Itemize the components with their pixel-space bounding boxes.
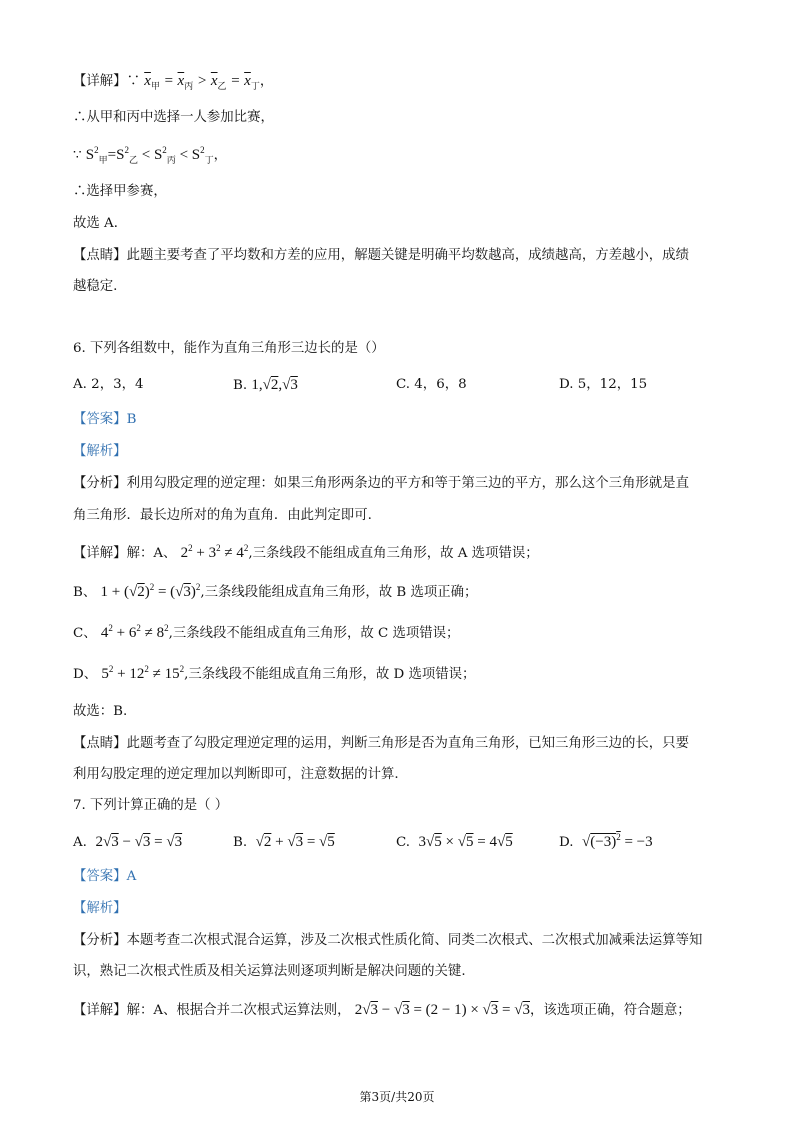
q7-option-d: D. $√(-3)^2 = -3$	[559, 832, 653, 850]
q6-detail-a: 【详解】解：A、 $2^2 + 3^2 \ne 4^2$,三条线段不能组成直角三角形，故 A 选项错误；	[73, 543, 539, 561]
q6-detail-c: C、 $4^2 + 6^2 \ne 8^2$,三条线段不能组成直角三角形，故 C 选项错误；	[73, 623, 460, 641]
q6-question: 6. 下列各组数中，能作为直角三角形三边长的是（）	[73, 341, 385, 356]
q6-detail-b: B、 $1 + (√2)^2 = (√3)^2$,三条线段能组成直角三角形，故 B 选项正确；	[73, 582, 478, 600]
detail-tag: 【详解】	[73, 74, 127, 89]
q7-question: 7. 下列计算正确的是（ ）	[73, 798, 229, 813]
q7-fenxi-line2: 识，熟记二次根式性质及相关运算法则逐项判断是解决问题的关键.	[73, 964, 466, 979]
q6-option-c: C. 4，6，8	[396, 377, 467, 392]
q6-remark-line2: 利用勾股定理的逆定理加以判断即可，注意数据的计算.	[73, 767, 399, 782]
q7-option-a: A. 2√3 − √3 = √3	[73, 834, 183, 850]
remark-tag: 【点睛】	[73, 248, 127, 263]
q5-remark-line2: 越稳定.	[73, 279, 118, 294]
q5-remark-line1: 【点睛】此题主要考查了平均数和方差的应用，解题关键是明确平均数越高，成绩越高，方差越小，成绩	[73, 248, 689, 263]
q6-option-a: A. 2，3，4	[73, 377, 144, 392]
q7-options	[0, 832, 794, 854]
q5-line4: ∴选择甲参赛，	[73, 184, 167, 199]
q5-line2: ∴从甲和丙中选择一人参加比赛，	[73, 110, 274, 125]
q7-answer: 【答案】A	[73, 869, 137, 884]
mean-comparison: $\overline{x}_甲 = \overline{x}_丙 > \overline{x}_乙 = \overline{x}_丁$	[144, 73, 260, 91]
q6-answer: 【答案】B	[73, 412, 137, 427]
q6-analysis-tag: 【解析】	[73, 444, 127, 459]
q5-variance-line: ∵ $S^2_甲=S^2_乙 < S^2_丙 < S^2_丁$，	[73, 145, 228, 165]
q6-detail-d: D、 $5^2 + 12^2 \ne 15^2$,三条线段不能组成直角三角形，故 D 选项错误；	[73, 664, 476, 682]
q6-options	[0, 375, 794, 395]
q7-fenxi-line1: 【分析】本题考查二次根式混合运算，涉及二次根式性质化简、同类二次根式、二次根式加减乘法运算等知	[73, 933, 703, 948]
variance-comparison: $S^2_甲=S^2_乙 < S^2_丙 < S^2_丁$	[85, 145, 214, 165]
q6-option-b: B. 1,√2,√3	[233, 377, 298, 393]
q6-option-d: D. 5，12，15	[559, 377, 648, 392]
q6-fenxi-line1: 【分析】利用勾股定理的逆定理：如果三角形两条边的平方和等于第三边的平方，那么这个三角形就是直	[73, 476, 689, 491]
page-footer: 第3页/共20页	[359, 1090, 435, 1104]
q5-line5: 故选 A．	[73, 216, 128, 231]
q7-analysis-tag: 【解析】	[73, 901, 127, 916]
q5-detail-line: 【详解】∵ $\overline{x}_甲 = \overline{x}_丙 > \overline{x}_乙 = \overline{x}_丁$，	[73, 73, 274, 91]
q6-conclusion: 故选：B.	[73, 704, 128, 719]
q6-remark-line1: 【点睛】此题考查了勾股定理逆定理的运用，判断三角形是否为直角三角形，已知三角形三边的长，只要	[73, 736, 689, 751]
q7-option-c: C. 3√5 × √5 = 4√5	[396, 834, 513, 850]
q6-fenxi-line2: 角三角形．最长边所对的角为直角．由此判定即可.	[73, 508, 372, 523]
q7-option-b: B. √2 + √3 = √5	[233, 834, 335, 850]
q7-detail: 【详解】解：A、根据合并二次根式运算法则， 2√3 − √3 = (2 − 1) × √3 = √3，该选项正确，符合题意；	[73, 1002, 691, 1018]
